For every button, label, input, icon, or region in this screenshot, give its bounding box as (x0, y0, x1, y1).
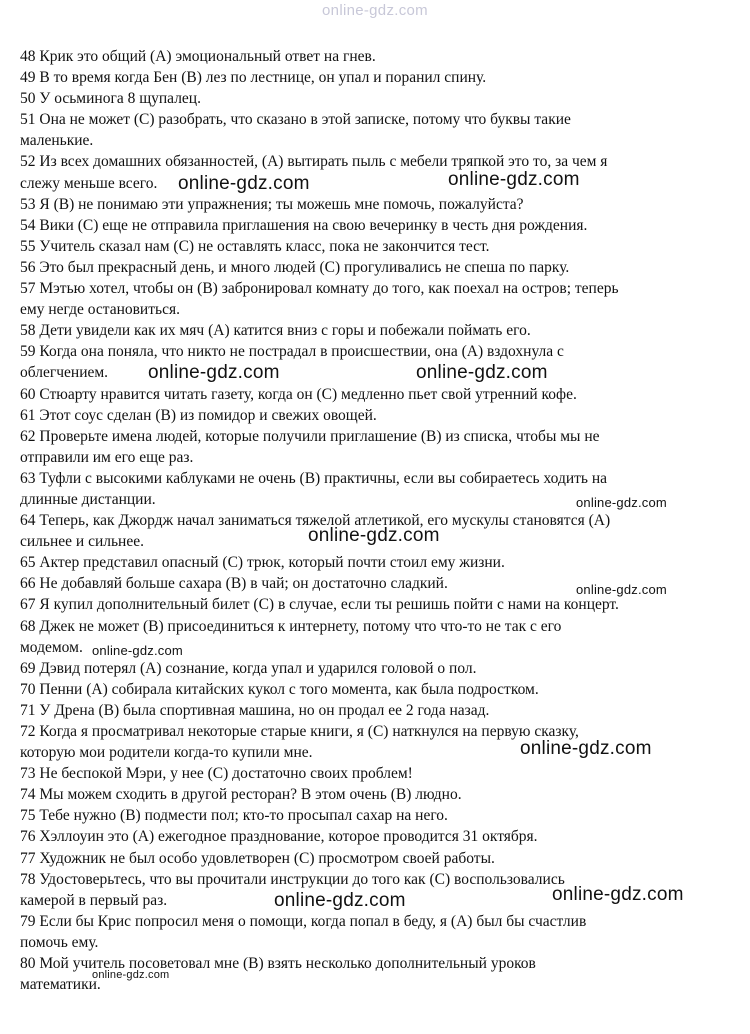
answer-list (20, 46, 732, 995)
text-line: облегчением. online-gdz.com online-gdz.com (20, 362, 548, 384)
text-line: 48 Крик это общий (А) эмоциональный ответ на гнев. (20, 48, 376, 65)
watermark-text: online-gdz.com (92, 969, 170, 982)
text-line: 62 Проверьте имена людей, которые получили приглашение (В) из списка, чтобы мы не (20, 427, 600, 445)
text-line: 64 Теперь, как Джордж начал заниматься тяжелой атлетикой, его мускулы становятся (А) (20, 512, 611, 530)
text-line: 68 Джек не может (В) присоединиться к интернету, потому что что-то не так с его (20, 617, 562, 635)
text-line: 60 Стюарту нравится читать газету, когда он (С) медленно пьет свой утренний кофе. (20, 385, 577, 403)
text-line: 49 В то время когда Бен (В) лез по лестнице, он упал и поранил спину. (20, 69, 487, 87)
text-line: камерой в первый раз. online-gdz.com online-gdz.com (20, 883, 684, 911)
text-line: 77 Художник не был особо удовлетворен (С) просмотром своей работы. (20, 849, 495, 867)
text-line: сильнее и сильнее. online-gdz.com (20, 525, 440, 551)
watermark-text: online-gdz.com (148, 362, 280, 384)
text-line: 52 Из всех домашних обязанностей, (А) вытирать пыль с мебели тряпкой это то, за чем я (20, 153, 608, 171)
text-line: 50 У осьминога 8 щупалец. (20, 90, 201, 108)
text-line: 80 Мой учитель посоветовал мне (В) взять несколько дополнительный уроков online-gdz.com (20, 953, 732, 974)
text-line: 74 Мы можем сходить в другой ресторан? В этом очень (В) людно. (20, 786, 462, 804)
text-line: 73 Не беспокой Мэри, у нее (С) достаточно своих проблем! (20, 765, 413, 783)
text-line: 53 Я (В) не понимаю эти упражнения; ты можешь мне помочь, пожалуйста? (20, 195, 524, 213)
text-line: 75 Тебе нужно (В) подмести пол; кто-то просыпал сахар на него. (20, 807, 448, 825)
text-line: 61 Этот соус сделан (В) из помидор и свежих овощей. (20, 406, 377, 424)
watermark-text: online-gdz.com (92, 642, 183, 658)
watermark-text: online-gdz.com (448, 168, 580, 190)
text-line: длинные дистанции. online-gdz.com (20, 489, 732, 510)
text-line: 71 У Дрена (В) была спортивная машина, но он продал ее 2 года назад. (20, 701, 490, 719)
text-line: 70 Пенни (А) собирала китайских кукол с того момента, как была подростком. (20, 680, 539, 698)
text-line: 69 Дэвид потерял (А) сознание, когда упал и ударился головой о пол. (20, 659, 477, 677)
text-line: отправили им его еще раз. (20, 448, 194, 466)
text-line: 59 Когда она поняла, что никто не пострадал в происшествии, она (А) вздохнула с (20, 343, 564, 361)
text-line: слежу меньше всего. online-gdz.com online-gdz.com (20, 168, 580, 194)
text-line: 57 Мэтью хотел, чтобы он (В) забронировал комнату до того, как поехал на остров; теперь (20, 280, 619, 298)
text-line: 76 Хэллоуин это (А) ежегодное празднование, которое проводится 31 октября. (20, 828, 538, 846)
watermark-text: online-gdz.com (274, 889, 406, 911)
text-line: 67 Я купил дополнительный билет (С) в случае, если ты решишь пойти с нами на концерт. (20, 596, 619, 614)
text-line: маленькие. (20, 132, 94, 150)
watermark-text: online-gdz.com (416, 362, 548, 384)
text-line: 66 Не добавляй больше сахара (В) в чай; он достаточно сладкий. online-gdz.com (20, 573, 732, 594)
site-watermark: online-gdz.com (322, 2, 428, 19)
text-line: 54 Вики (С) еще не отправила приглашения на свою вечеринку в честь дня рождения. (20, 216, 588, 234)
watermark-text: online-gdz.com (576, 582, 667, 598)
text-line: помочь ему. (20, 933, 99, 951)
text-line: 78 Удостоверьтесь, что вы прочитали инструкции до того как (С) воспользовались (20, 870, 565, 888)
text-line: 65 Актер представил опасный (С) трюк, который почти стоил ему жизни. (20, 554, 505, 572)
text-line: 51 Она не может (С) разобрать, что сказано в этой записке, потому что буквы такие (20, 111, 571, 129)
text-line: ему негде остановиться. (20, 301, 180, 319)
text-line: 56 Это был прекрасный день, и много людей (С) прогуливались не спеша по парку. (20, 258, 570, 276)
watermark-text: online-gdz.com (576, 494, 667, 510)
watermark-text: online-gdz.com (520, 738, 652, 760)
text-line: 72 Когда я просматривал некоторые старые книги, я (С) наткнулся на первую сказку, (20, 723, 579, 740)
watermark-text: online-gdz.com (308, 525, 440, 547)
text-line: 63 Туфли с высокими каблуками не очень (В) практичны, если вы собираетесь ходить на (20, 469, 608, 487)
text-line: 79 Если бы Крис попросил меня о помощи, когда попал в беду, я (А) был бы счастлив (20, 912, 587, 930)
text-line: 58 Дети увидели как их мяч (А) катится вниз с горы и побежали поймать его. (20, 322, 531, 340)
text-line: математики. (20, 976, 101, 994)
watermark-text: online-gdz.com (178, 172, 310, 194)
watermark-text: online-gdz.com (552, 883, 684, 905)
text-line: которую мои родители когда-то купили мне. online-gdz.com (20, 738, 652, 762)
text-line: модемом. online-gdz.com (20, 637, 732, 658)
text-line: 55 Учитель сказал нам (С) не оставлять класс, пока не закончится тест. (20, 237, 490, 255)
